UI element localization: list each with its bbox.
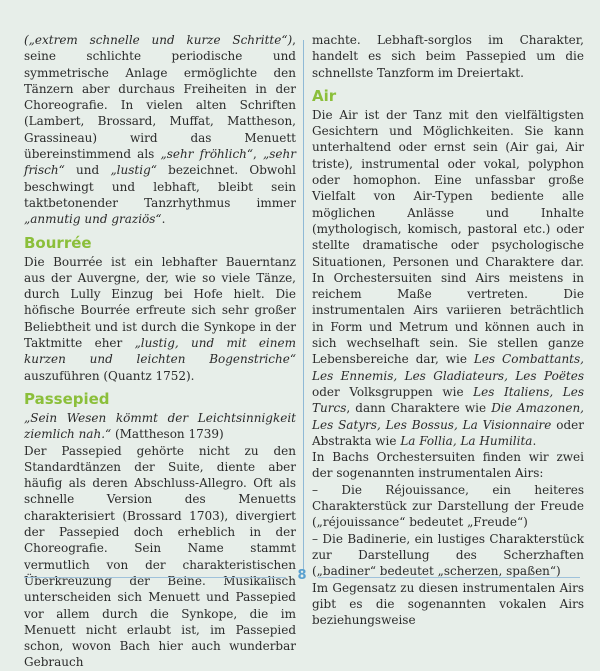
- italic-text-run: „sehr frisch“: [24, 147, 296, 178]
- text-run: , seine schlichte periodische und symmetrische Anlage ermöglichte den Tänzern aber durchaus Freiheiten in der Choreografie. In vielen alten Schriften (Lambert, Brossard, Muffat, Mattheson, Grassineau) wird das Menuett übereinstimmend als: [24, 33, 296, 162]
- air-paragraph: [312, 107, 584, 449]
- text-run: Die Bourrée ist ein lebhafter Bauerntanz aus der Auvergne, der, wie so viele Tänze, durch Lully Einzug bei Hofe hielt. Die höfische Bourrée erfreute sich sehr großer Beliebtheit und ist durch die Synkope in der Taktmitte eher: [24, 254, 296, 351]
- text-run: Der Passepied gehörte nicht zu den Standardtänzen der Suite, diente aber häufig als deren Abschluss-Allegro. Oft als schnelle Version des Menuetts charakterisiert (Brossard 1703), divergiert der Passepied doch erheblich in der Choreografie. Sein Name stammt vermutlich von der charakteristischen Überkreuzung der Beine. Musikalisch unterscheiden sich Menuett und Passepied vor allem durch die Synkope, die im Menuett nicht erlaubt ist, im Passepied schon, wovon Bach hier auch wunderbar Gebrauch: [24, 443, 296, 670]
- text-run: (Mattheson 1739): [111, 427, 224, 442]
- badinerie-item: [312, 531, 584, 580]
- italic-text-run: Les Combattants, Les Ennemis, Les Gladiateurs, Les Poëtes: [312, 352, 584, 383]
- text-run: oder Abstrakta wie: [312, 417, 585, 448]
- rejouissance-item: [312, 482, 584, 531]
- italic-text-run: Les Italiens, Les Turcs: [312, 384, 585, 416]
- italic-text-run: „lustig“: [110, 163, 157, 178]
- text-run: ,: [253, 147, 264, 162]
- bourree-heading: Bourrée: [24, 233, 92, 252]
- air-heading: Air: [312, 86, 337, 105]
- text-run: .: [161, 212, 166, 227]
- passepied-paragraph: [24, 443, 296, 671]
- italic-text-run: („extrem schnelle und kurze Schritte“): [24, 33, 293, 47]
- passepied-heading: Passepied: [24, 389, 110, 408]
- text-run: und: [64, 163, 111, 178]
- passepied-paragraph-end: [312, 32, 584, 81]
- text-run: Im Gegensatz zu diesen instrumentalen Airs gibt es die sogenannten vokalen Airs beziehungsweise: [312, 580, 584, 628]
- text-run: bezeichnet. Obwohl beschwingt und lebhaft, bleibt sein taktbetonender Tanzrhythmus immer: [24, 163, 296, 210]
- italic-text-run: „Sein Wesen kömmt der Leichtsinnigkeit ziemlich nah.“: [24, 410, 296, 442]
- text-run: Die Air ist der Tanz mit den vielfältigsten Gesichtern und Möglichkeiten. Sie kann unterhaltend oder ernst sein (Air gai, Air triste), instrumental oder vokal, polyphon oder homophon. Eine unfassbar große Vielfalt von Air-Typen bediente alle möglichen Anlässe und Inhalte (mythologisch, komisch, pastoral etc.) oder stellte dramatische oder psychologische Situationen, Personen und Charaktere dar. In Orchestersuiten sind Airs meistens in reichem Maße vertreten. Die instrumentalen Airs variieren beträchtlich in Form und Metrum und können auch in sich wechselhaft sein. Sie stellen ganze Lebensbereiche dar, wie: [312, 107, 584, 367]
- footer-rule-right: [318, 577, 580, 578]
- column-divider: [303, 40, 304, 570]
- italic-text-run: Die Amazonen, Les Satyrs, Les Bossus, La Visionnaire: [312, 401, 584, 432]
- italic-text-run: La Follia, La Humilita: [400, 433, 533, 448]
- menuett-paragraph-end: [24, 32, 296, 228]
- italic-text-run: „anmutig und graziös“: [24, 212, 162, 227]
- text-run: – Die Badinerie, ein lustiges Charakterstück zur Darstellung des Scherzhaften („badiner“ bedeutet „scherzen, spaßen“): [312, 531, 584, 579]
- page-number: 8: [297, 568, 307, 583]
- text-run: auszuführen (Quantz 1752).: [24, 368, 195, 383]
- text-run: – Die Réjouissance, ein heiteres Charakterstück zur Darstellung der Freude („réjouissance“ bedeutet „Freude“): [312, 482, 584, 530]
- bach-paragraph: [312, 449, 584, 482]
- text-run: In Bachs Orchestersuiten finden wir zwei der sogenannten instrumentalen Airs:: [312, 450, 584, 481]
- footer-rule-left: [24, 577, 286, 578]
- italic-text-run: „sehr fröhlich“: [160, 147, 254, 162]
- passepied-quote: [24, 410, 296, 443]
- text-run: , dann Charaktere wie: [346, 401, 492, 416]
- right-column: [312, 32, 584, 628]
- italic-text-run: „lustig, und mit einem kurzen und leichten Bogenstriche“: [24, 336, 296, 367]
- text-run: .: [532, 433, 537, 448]
- left-column: [24, 32, 296, 671]
- bourree-paragraph: [24, 254, 296, 384]
- text-run: machte. Lebhaft-sorglos im Charakter, handelt es sich beim Passepied um die schnellste Tanzform im Dreiertakt.: [312, 33, 584, 80]
- text-run: oder Volksgruppen wie: [312, 384, 474, 399]
